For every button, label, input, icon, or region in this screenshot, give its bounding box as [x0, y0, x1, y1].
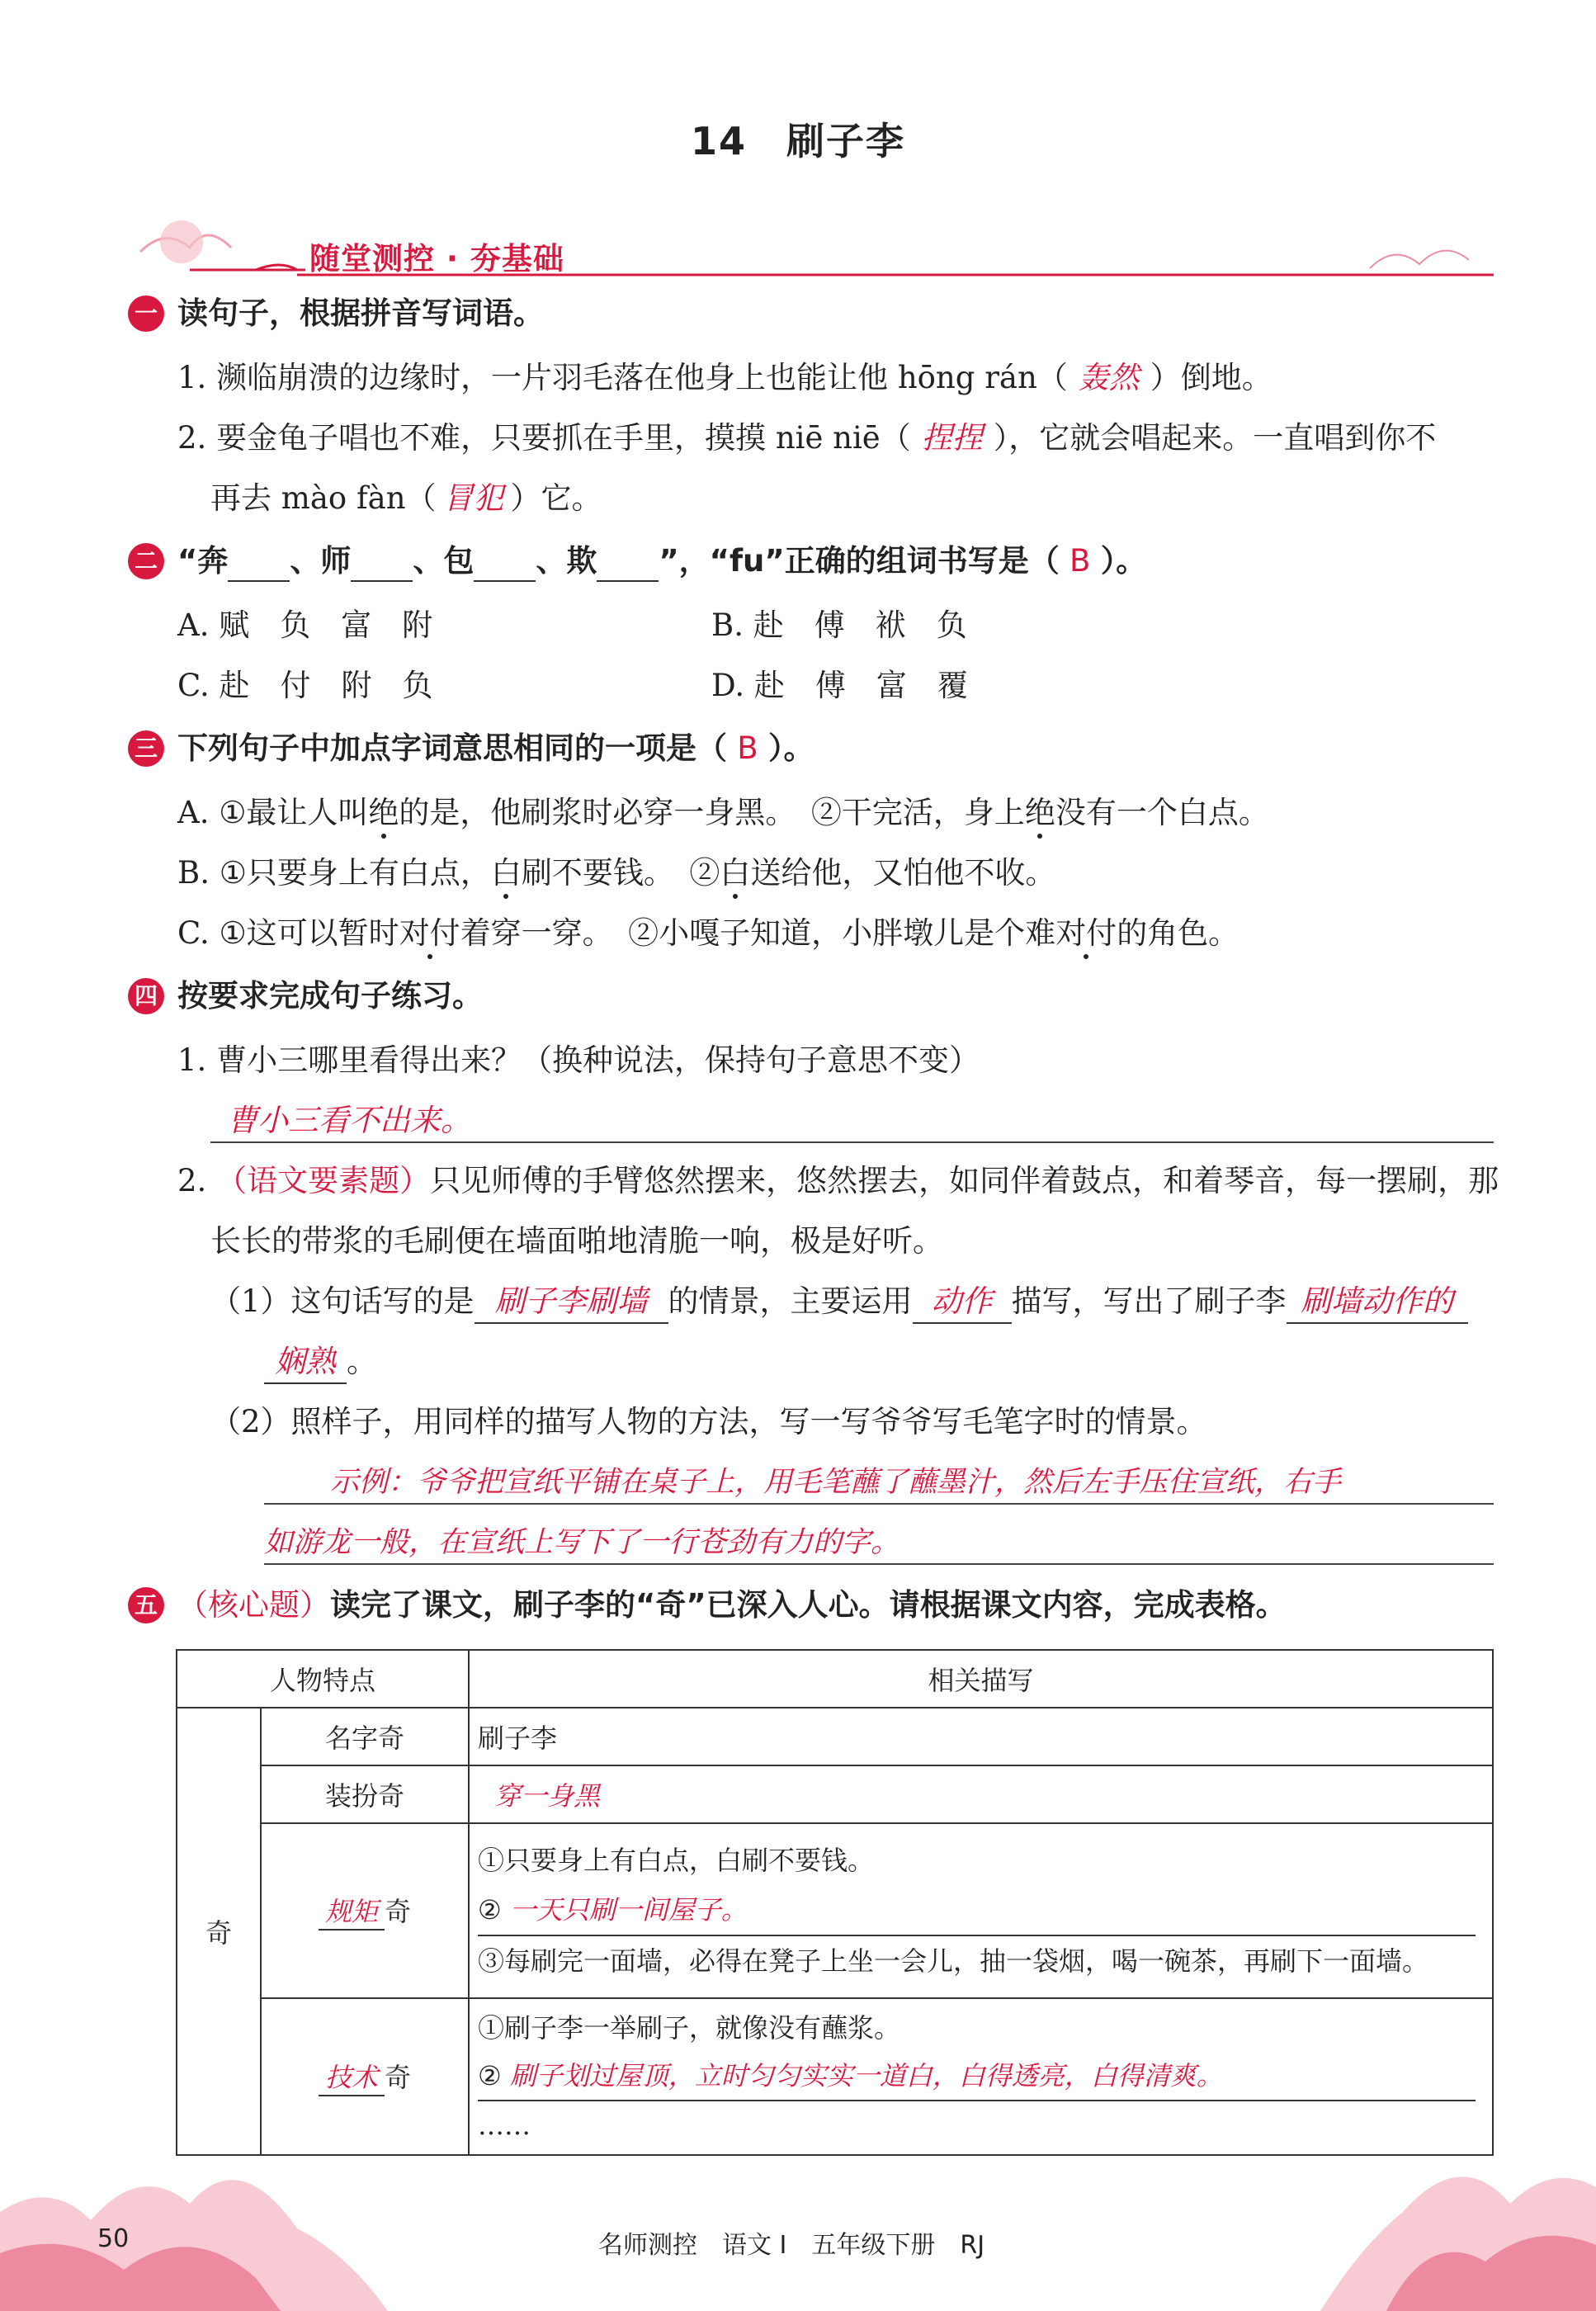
q3-c-dotted: 对付: [399, 915, 460, 951]
q4-sub1-answer-2: 动作: [913, 1281, 1012, 1324]
q3-b-text: 刷不要钱。 ②: [521, 855, 720, 891]
q1-s3-text: 再去 mào fàn（: [210, 480, 437, 516]
q2-part: 、包: [413, 543, 475, 579]
question-1-heading: 读句子，根据拼音写词语。: [177, 295, 544, 331]
q4-item-2: [177, 1160, 1499, 1202]
table-row-desc: 刷子李: [469, 1708, 1493, 1765]
q3-a-dotted: 绝: [1024, 795, 1055, 830]
table-row-label: [261, 1998, 469, 2155]
q1-sentence-2: [177, 418, 1436, 459]
table-row-label: 名字奇: [261, 1708, 469, 1765]
q4-sub1-answer-3: 刷墙动作的: [1287, 1281, 1468, 1324]
q2-part: 、师: [290, 543, 352, 579]
q4-item-2-num: 2.: [177, 1163, 217, 1198]
page-title: 14 刷子李: [690, 119, 905, 163]
q4-sub1-text: （1）这句话写的是: [210, 1283, 475, 1319]
q4-item-2-text: 只见师傅的手臂悠然摆来，悠然摆去，如同伴着鼓点，和着琴音，每一摆刷，那: [430, 1163, 1499, 1198]
q4-sub1-text: 的情景，主要运用: [668, 1283, 913, 1319]
q3-option-a: [177, 792, 1269, 834]
answer-line: [210, 1141, 1494, 1143]
q1-s1-answer: 轰然: [1078, 360, 1140, 395]
q4-sub-2: （2）照样子，用同样的描写人物的方法，写一写爷爷写毛笔字时的情景。: [210, 1404, 1207, 1439]
page-number: 50: [97, 2224, 130, 2253]
q3-c-dotted: 对付: [1055, 915, 1117, 951]
table-answer: 规矩: [319, 1891, 385, 1931]
question-2-badge: 二: [128, 543, 164, 579]
q3-a-text: 的是，他刷浆时必穿一身黑。 ②干完活，身上: [399, 795, 1025, 830]
q1-s1-text: 1. 濒临崩溃的边缘时，一片羽毛落在他身上也能让他 hōng rán（: [177, 360, 1068, 395]
footer-brand: 名师测控 语文 Ⅰ 五年级下册 RJ: [598, 2231, 985, 2260]
q3-b-text: 送给他，又怕他不收。: [750, 855, 1056, 891]
table-label-suffix: 奇: [384, 1896, 411, 1927]
question-4-badge: 四: [128, 978, 164, 1014]
table-row: [177, 1708, 1493, 1765]
q3-heading-text: 下列句子中加点字词意思相同的一项是（: [177, 730, 727, 766]
table-answer: 刷子划过屋顶，立时匀匀实实一道白，白得透亮，白得清爽。: [509, 2060, 1223, 2091]
q2-option-b: B. 赴 傅 袱 负: [711, 607, 967, 643]
feature-table: [176, 1649, 1494, 2156]
q3-b-dotted: 白: [720, 855, 751, 891]
q1-s3-text-end: ）它。: [510, 480, 602, 516]
table-answer: 技术: [319, 2057, 385, 2096]
table-desc-line: ……: [478, 2110, 531, 2141]
table-row-label: [261, 1823, 469, 1998]
table-header-row: [177, 1650, 1493, 1708]
section-banner-title: 随堂测控 · 夯基础: [309, 241, 564, 276]
table-row-desc: [469, 1765, 1493, 1823]
table-desc-line: [478, 1885, 1476, 1936]
table-answer: 穿一身黑: [494, 1780, 601, 1812]
q3-heading-end: ）。: [768, 730, 815, 766]
table-desc-line: ③每刷完一面墙，必得在凳子上坐一会儿，抽一袋烟，喝一碗茶，再刷下一面墙。: [478, 1945, 1429, 1977]
q1-s2-text-end: ），它就会唱起来。一直唱到你不: [993, 420, 1437, 456]
q1-sentence-1: [177, 357, 1273, 399]
q1-s2-answer: 捏捏: [921, 420, 983, 456]
q4-sub-1-cont: [264, 1341, 377, 1384]
table-desc-line: ①刷子李一举刷子，就像没有蘸浆。: [478, 2012, 901, 2044]
q3-b-text: B. ①只要身上有白点，: [177, 855, 491, 891]
table-header-description: 相关描写: [469, 1650, 1493, 1708]
question-1-badge: 一: [128, 295, 164, 332]
table-header-feature: 人物特点: [177, 1650, 469, 1708]
q3-option-c: [177, 913, 1239, 954]
q5-heading-text: 读完了课文，刷子李的“奇”已深入人心。请根据课文内容，完成表格。: [330, 1587, 1287, 1623]
q4-item-2-tag: （语文要素题）: [216, 1163, 431, 1198]
q2-part: ”，“fu”正确的组词书写是（: [659, 543, 1060, 579]
q3-a-dotted: 绝: [368, 795, 399, 830]
q1-sentence-2-cont: [210, 478, 602, 519]
q2-blank: [474, 551, 536, 582]
question-5-badge: 五: [128, 1587, 164, 1623]
q2-option-d: D. 赴 傅 富 覆: [711, 668, 968, 703]
q3-c-text: 的角色。: [1117, 915, 1239, 951]
table-label-suffix: 奇: [384, 2062, 411, 2093]
q1-s1-text-end: ）倒地。: [1150, 360, 1273, 395]
q3-a-text: 没有一个白点。: [1055, 795, 1269, 830]
answer-line: [264, 1503, 1494, 1505]
q4-sub1-answer-1: 刷子李刷墙: [475, 1281, 668, 1324]
q2-part: ）。: [1100, 543, 1147, 579]
table-desc-line: [478, 2052, 1476, 2101]
q4-item-1-answer: 曹小三看不出来。: [227, 1103, 471, 1138]
q4-sub2-answer-line-1: 示例：爷爷把宣纸平铺在桌子上，用毛笔蘸了蘸墨汁，然后左手压住宣纸，右手: [330, 1466, 1342, 1499]
q2-part: 、欺: [536, 543, 597, 579]
question-4-heading: 按要求完成句子练习。: [177, 978, 483, 1014]
question-5-heading: [177, 1585, 1287, 1626]
q2-blank: [228, 551, 290, 582]
table-row: [177, 1823, 1493, 1998]
table-row-label: 装扮奇: [261, 1765, 469, 1823]
q2-part: “奔: [177, 543, 229, 579]
q3-c-text: 着穿一穿。 ②小嘎子知道，小胖墩儿是个难: [460, 915, 1056, 951]
table-group-label: 奇: [177, 1708, 261, 2155]
q1-s2-text: 2. 要金龟子唱也不难，只要抓在手里，摸摸 niē niē（: [177, 420, 911, 456]
q3-answer: B: [737, 730, 758, 766]
q3-b-dotted: 白: [490, 855, 522, 891]
q4-sub-1: [210, 1281, 1468, 1324]
answer-line: [264, 1563, 1494, 1565]
q2-answer: B: [1070, 543, 1091, 579]
q2-option-c: C. 赴 付 附 负: [177, 668, 433, 703]
question-3-heading: [177, 728, 815, 769]
table-row: [177, 1998, 1493, 2155]
q4-sub1-answer-4: 娴熟: [264, 1341, 347, 1384]
q3-option-b: [177, 853, 1055, 894]
table-row-desc: [469, 1823, 1493, 1998]
q2-blank: [597, 551, 659, 582]
table-desc-num: ②: [478, 1894, 502, 1926]
q2-blank: [351, 551, 413, 582]
q5-tag: （核心题）: [177, 1587, 330, 1623]
q4-sub1-end: 。: [347, 1344, 377, 1379]
question-3-badge: 三: [128, 730, 164, 767]
table-desc-num: ②: [478, 2060, 502, 2091]
table-row: [177, 1765, 1493, 1823]
table-row-desc: [469, 1998, 1493, 2155]
q2-option-a: A. 赋 负 富 附: [177, 607, 433, 643]
q1-s3-answer: 冒犯: [442, 480, 504, 516]
q4-item-1: 1. 曹小三哪里看得出来？（换种说法，保持句子意思不变）: [177, 1042, 980, 1078]
q4-sub1-text: 描写，写出了刷子李: [1011, 1283, 1287, 1319]
q3-c-text: C. ①这可以暂时: [177, 915, 399, 951]
q3-a-text: A. ①最让人叫: [177, 795, 369, 830]
table-desc-line: ①只要身上有白点，白刷不要钱。: [478, 1845, 875, 1876]
q4-item-2-cont: 长长的带浆的毛刷便在墙面啪地清脆一响，极是好听。: [210, 1223, 943, 1259]
question-2-heading: [177, 541, 1146, 582]
q4-sub2-answer-line-2: 如游龙一般，在宣纸上写下了一行苍劲有力的字。: [264, 1526, 900, 1559]
table-answer: 一天只刷一间屋子。: [509, 1894, 748, 1926]
